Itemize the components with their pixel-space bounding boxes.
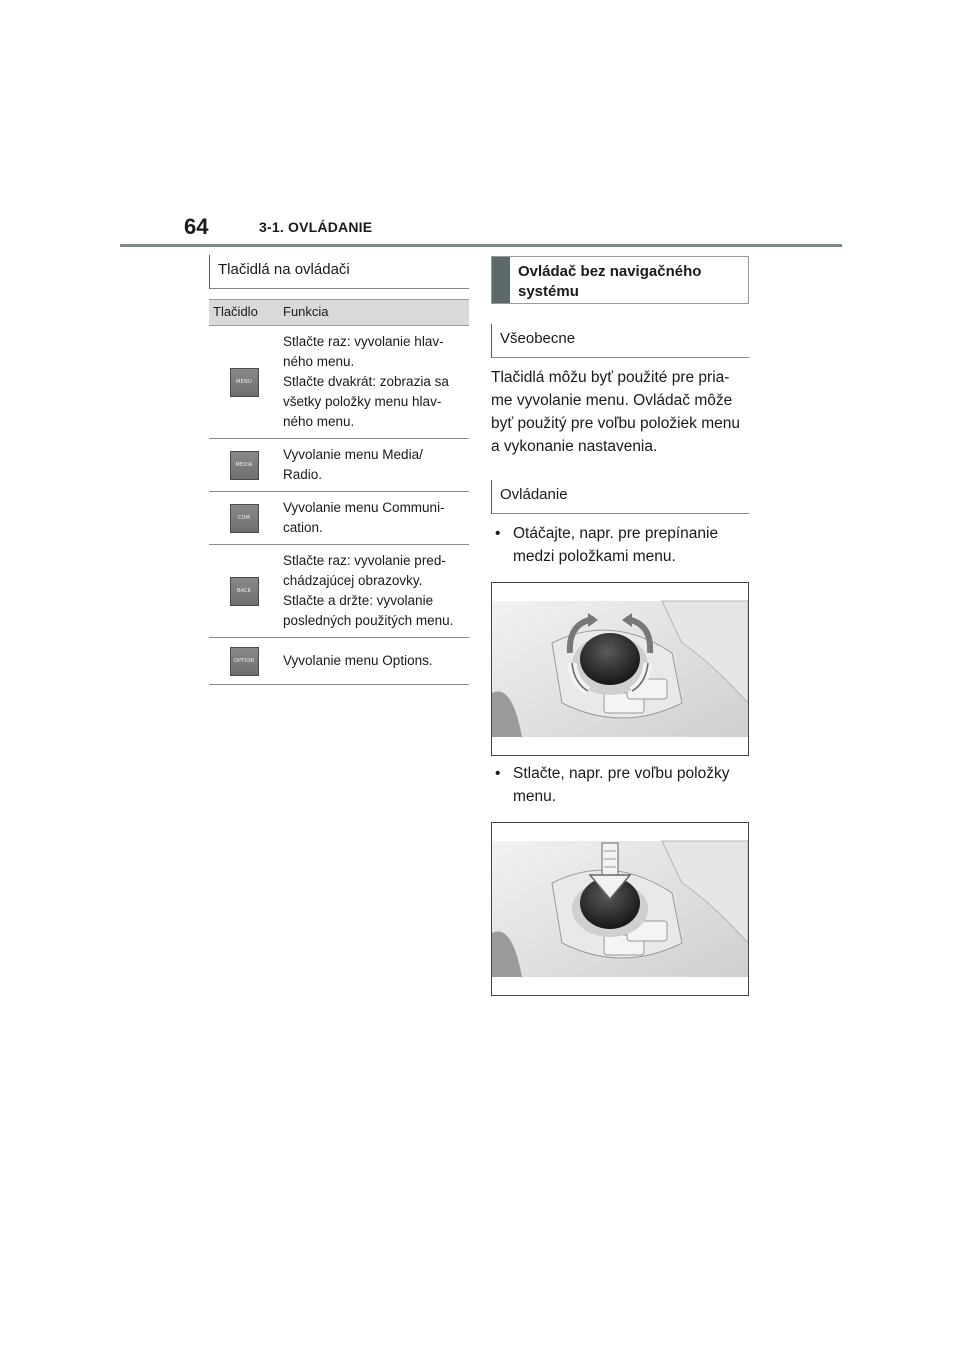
table-row [209, 492, 469, 545]
function-line: Vyvolanie menu Communi- [283, 500, 445, 515]
com-key-icon: COM [230, 504, 259, 533]
general-paragraph [491, 366, 749, 458]
back-key-icon: BACK [230, 577, 259, 606]
function-line: ného menu. [283, 414, 355, 429]
menu-key-icon: MENU [230, 368, 259, 397]
media-key-icon: MEDIA [230, 451, 259, 480]
table-row [209, 545, 469, 638]
paragraph-line: byť použitý pre voľbu položiek menu [491, 415, 740, 432]
bullet-line: • Stlačte, napr. pre voľbu položky [513, 765, 730, 782]
bullet-line: • Otáčajte, napr. pre prepínanie [513, 525, 719, 542]
function-line: posledných použitých menu. [283, 613, 454, 628]
function-line: všetky položky menu hlav- [283, 394, 442, 409]
function-line: ného menu. [283, 354, 355, 369]
table-row [209, 439, 469, 492]
paragraph-line: Tlačidlá môžu byť použité pre pria- [491, 369, 730, 386]
operation-heading: Ovládanie [491, 480, 749, 514]
page-number: 64 [184, 214, 209, 239]
rotate-illustration [491, 582, 749, 756]
bullet-line: medzi položkami menu. [513, 548, 676, 565]
table-header-row [209, 300, 469, 326]
function-line: Stlačte a držte: vyvolanie [283, 593, 434, 608]
header-rule [120, 244, 842, 247]
section-header: 3-1. OVLÁDANIE [259, 219, 373, 235]
function-line: Stlačte raz: vyvolanie pred- [283, 553, 446, 568]
bullet-rotate [491, 522, 749, 568]
col-header-function: Funkcia [279, 300, 469, 326]
controller-title: Ovládač bez navigačného systému [491, 256, 749, 304]
function-line: Stlačte raz: vyvolanie hlav- [283, 334, 444, 349]
right-column [491, 256, 749, 996]
function-line: Vyvolanie menu Options. [283, 653, 433, 668]
function-line: chádzajúcej obrazovky. [283, 573, 423, 588]
function-line: Stlačte dvakrát: zobrazia sa [283, 374, 449, 389]
table-row [209, 326, 469, 439]
paragraph-line: a vykonanie nastavenia. [491, 438, 658, 455]
bullet-press [491, 762, 749, 808]
left-column [209, 255, 469, 685]
general-heading: Všeobecne [491, 324, 749, 358]
press-illustration [491, 822, 749, 996]
table-row [209, 638, 469, 685]
buttons-heading: Tlačidlá na ovládači [209, 255, 469, 289]
function-line: Radio. [283, 467, 323, 482]
paragraph-line: me vyvolanie menu. Ovládač môže [491, 392, 733, 409]
function-line: cation. [283, 520, 323, 535]
function-line: Vyvolanie menu Media/ [283, 447, 423, 462]
col-header-button: Tlačidlo [209, 300, 279, 326]
bullet-line: menu. [513, 788, 557, 805]
option-key-icon: OPTION [230, 647, 259, 676]
buttons-table [209, 299, 469, 685]
